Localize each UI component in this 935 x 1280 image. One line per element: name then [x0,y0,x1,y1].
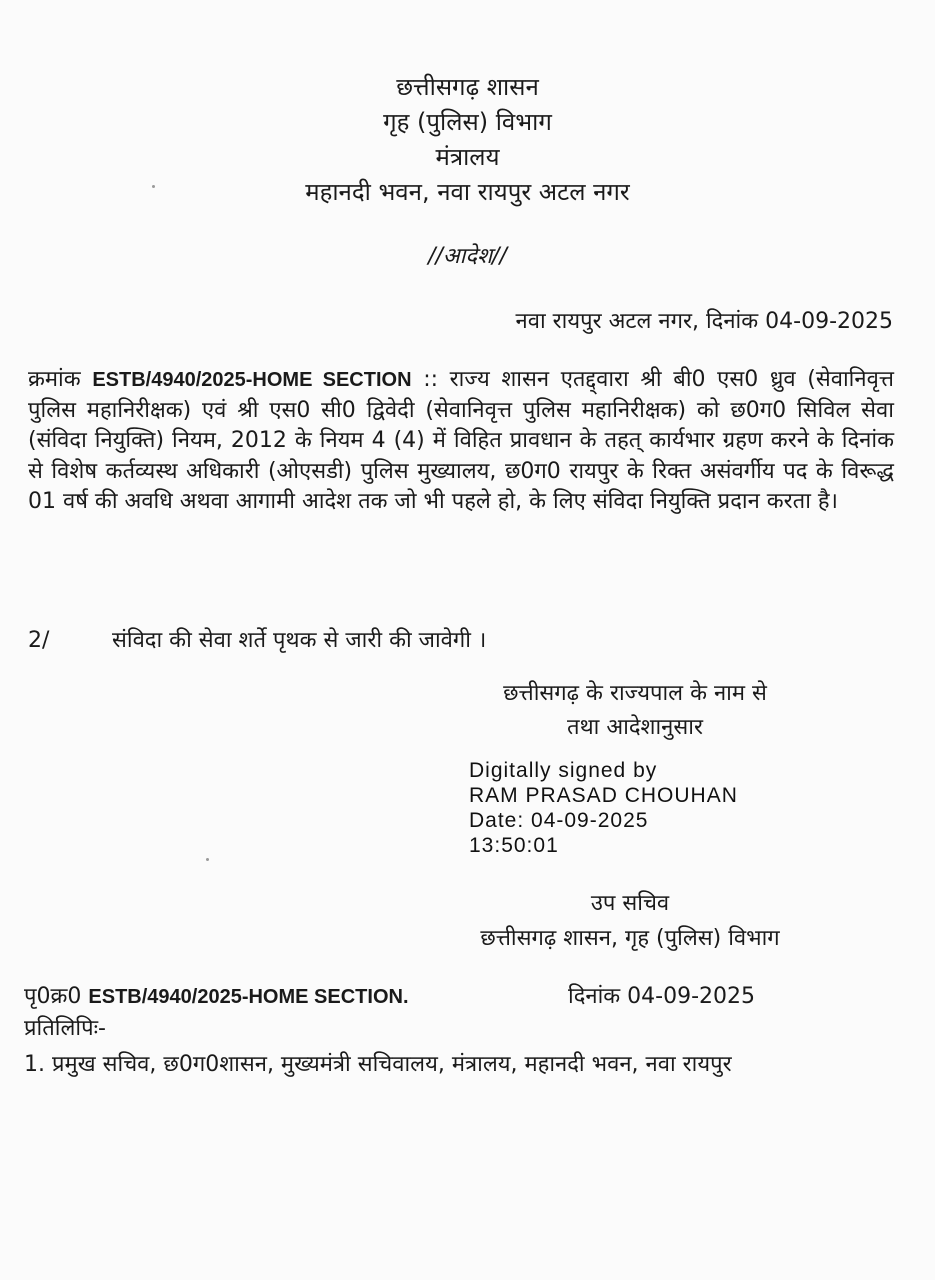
letterhead-address: महानदी भवन, नवा रायपुर अटल नगर [305,178,630,206]
governor-line-1: छत्तीसगढ़ के राज्यपाल के नाम से [503,681,767,706]
copy-date: दिनांक 04-09-2025 [568,984,756,1009]
letterhead-department: गृह (पुलिस) विभाग [383,108,552,136]
letterhead-ministry: मंत्रालय [435,143,500,171]
signature-time: 13:50:01 [469,834,559,857]
copy-list-item: 1. प्रमुख सचिव, छ0ग0शासन, मुख्यमंत्री सचिवालय, मंत्रालय, महानदी भवन, नवा रायपुर [24,1052,732,1077]
point-2-text: संविदा की सेवा शर्ते पृथक से जारी की जावेगी । [112,628,487,653]
governor-line-2: तथा आदेशानुसार [567,715,703,740]
copy-ref-number: ESTB/4940/2025-HOME SECTION. [88,986,409,1008]
copy-distribution [24,982,904,1080]
point-2 [28,624,486,654]
order-ref-prefix: क्रमांक [28,367,81,392]
digital-signature [469,758,738,858]
copy-ref-prefix: पृ0क्र0 [24,984,82,1009]
order-ref-number: ESTB/4940/2025-HOME SECTION [92,369,412,391]
signature-name: RAM PRASAD CHOUHAN [469,784,738,807]
order-body [28,365,894,518]
order-heading: //आदेश// [428,244,507,269]
governor-authority [440,677,830,745]
place-date: नवा रायपुर अटल नगर, दिनांक 04-09-2025 [515,309,893,334]
signature-date: Date: 04-09-2025 [469,809,649,832]
designation-title: उप सचिव [590,891,670,916]
copy-label: प्रतिलिपिः- [24,1016,106,1041]
designation-department: छत्तीसगढ़ शासन, गृह (पुलिस) विभाग [480,926,780,951]
signatory-designation [420,886,840,956]
copy-ref [24,982,409,1012]
scan-speck [206,858,209,861]
order-body-text: :: राज्य शासन एतद्द्वारा श्री बी0 एस0 ध्रुव (सेवानिवृत्त पुलिस महानिरीक्षक) एवं श्री एस0 सी0 द्विवेदी (सेवानिवृत्त पुलिस महानिरीक्षक) को छ0ग0 सिविल सेवा (संविदा नियुक्ति) नियम, 2012 के नियम 4 (4) में विहित प्रावधान के तहत् कार्यभार ग्रहण करने के दिनांक से विशेष कर्तव्यस्थ अधिकारी (ओएसडी) पुलिस मुख्यालय, छ0ग0 रायपुर के रिक्त असंवर्गीय पद के विरूद्ध 01 वर्ष की अवधि अथवा आगामी आदेश तक जो भी पहले हो, के लिए संविदा नियुक्ति प्रदान करता है। [28,367,895,514]
signature-line-1: Digitally signed by [469,759,658,782]
letterhead [0,70,935,210]
point-2-number: 2/ [28,628,50,653]
letterhead-government: छत्तीसगढ़ शासन [396,73,539,101]
